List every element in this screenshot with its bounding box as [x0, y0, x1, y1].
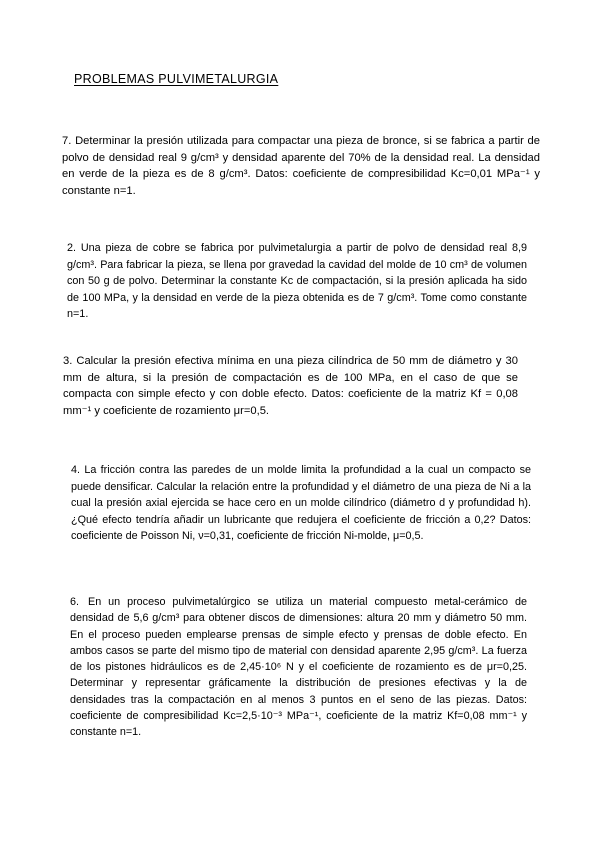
- problem-text: La fricción contra las paredes de un molde limita la profundidad a la cual un compacto se puede densificar. Calcular la relación entre la profundidad y el diámetro de una pieza de Ni a la cual la presión axial ejercida se hace cero en un molde cilíndrico (diámetro d y profundidad h). ¿Qué efecto tendría añadir un lubricante que redujera el coeficiente de fricción a 0,2? Datos: coeficiente de Poisson Ni, ν=0,31, coeficiente de fricción Ni-molde, μ=0,5.: [71, 464, 531, 542]
- page-title: PROBLEMAS PULVIMETALURGIA: [74, 72, 279, 86]
- problem-number: 3.: [63, 355, 73, 367]
- problem-4: [71, 462, 531, 545]
- problem-text: Determinar la presión utilizada para compactar una pieza de bronce, si se fabrica a partir de polvo de densidad real 9 g/cm³ y densidad aparente del 70% de la densidad real. La densidad en verde de la pieza es de 8 g/cm³. Datos: coeficiente de compresibilidad Kc=0,01 MPa⁻¹ y constante n=1.: [62, 135, 540, 197]
- problem-number: 4.: [71, 464, 81, 476]
- problem-number: 6.: [70, 596, 80, 608]
- problem-2: [67, 240, 527, 323]
- problem-text: Una pieza de cobre se fabrica por pulvimetalurgia a partir de polvo de densidad real 8,9 g/cm³. Para fabricar la pieza, se llena por gravedad la cavidad del molde de 10 cm³ de volumen con 50 g de polvo. Determinar la constante Kc de compactación, si la presión aplicada ha sido de 100 MPa, y la densidad en verde de la pieza obtenida es de 7 g/cm³. Tome como constante n=1.: [67, 242, 528, 320]
- problem-number: 2.: [67, 242, 77, 254]
- problem-text: Calcular la presión efectiva mínima en una pieza cilíndrica de 50 mm de diámetro y 30 mm de altura, si la presión de compactación es de 100 MPa, en el caso de que se compacta con simple efecto y con doble efecto. Datos: coeficiente de la matriz Kf = 0,08 mm⁻¹ y coeficiente de rozamiento μr=0,5.: [63, 355, 518, 417]
- problem-text: En un proceso pulvimetalúrgico se utiliza un material compuesto metal-cerámico de densidad de 5,6 g/cm³ para obtener discos de dimensiones: altura 20 mm y diámetro 50 mm. En el proceso pueden emplearse prensas de simple efecto y prensas de doble efecto. En ambos casos se parte del mismo tipo de material con densidad aparente 2,95 g/cm³. La fuerza de los pistones hidráulicos es de 2,45·10⁶ N y el coeficiente de rozamiento es de μr=0,25. Determinar y representar gráficamente la distribución de presiones efectivas y la de densidades tras la compactación en al menos 3 puntos en el seno de las piezas. Datos: coeficiente de compresibilidad Kc=2,5·10⁻³ MPa⁻¹, coeficiente de la matriz Kf=0,08 mm⁻¹ y constante n=1.: [70, 596, 527, 739]
- problem-7: [62, 133, 540, 199]
- problem-3: [63, 353, 518, 419]
- problem-number: 7.: [62, 135, 72, 147]
- problem-6: [70, 594, 527, 741]
